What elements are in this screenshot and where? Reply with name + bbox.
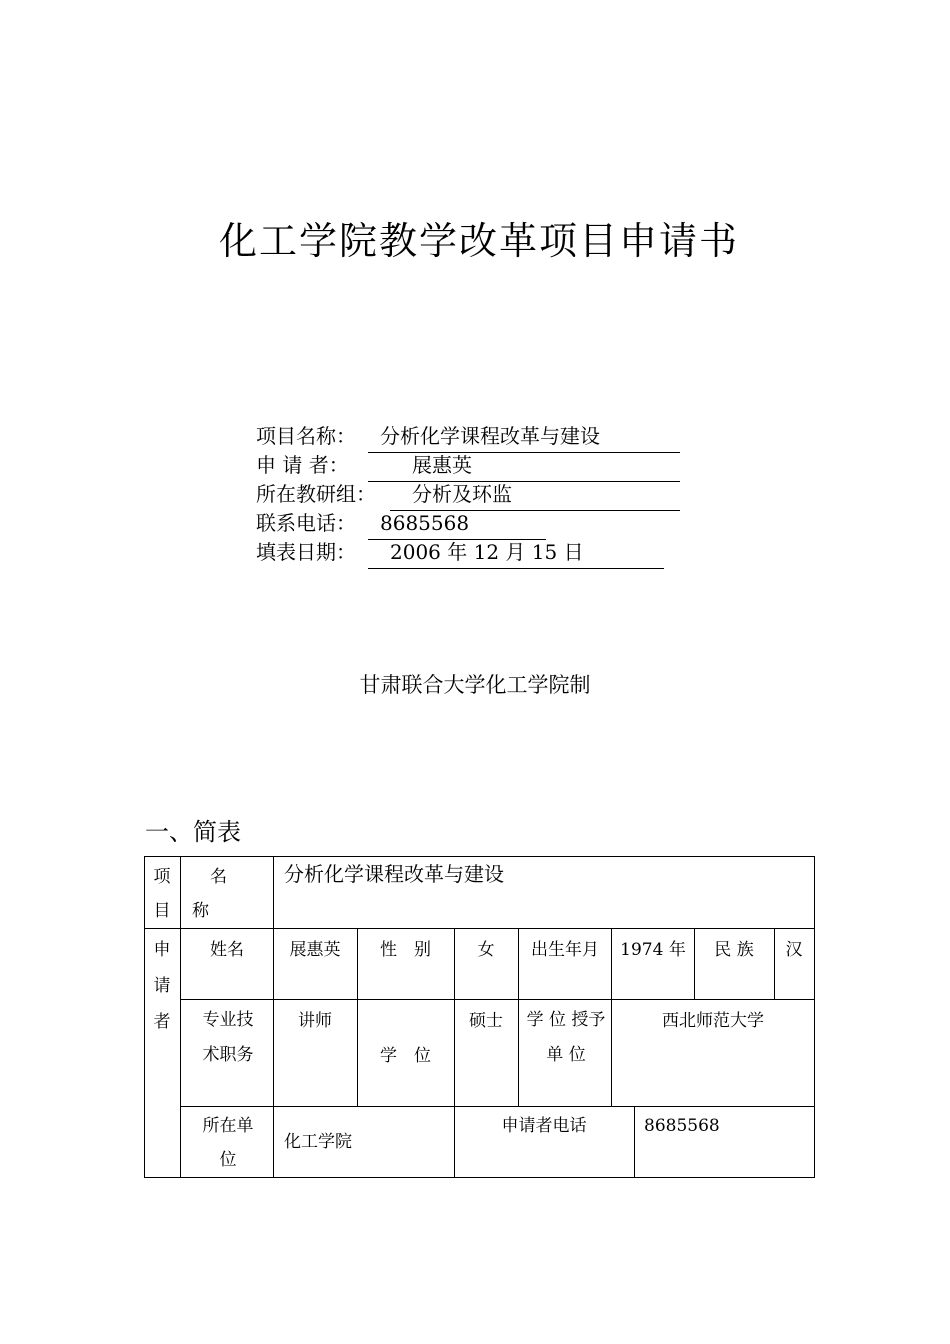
- birth-label-cell: 出生年月: [531, 940, 599, 960]
- project-label-cell-2-text: 名称: [192, 867, 227, 921]
- project-name-value: 分析化学课程改革与建设: [380, 424, 600, 448]
- issuer-line: 甘肃联合大学化工学院制: [359, 673, 591, 697]
- name-value-cell: 展惠英: [289, 940, 341, 960]
- table-rule: [774, 928, 775, 999]
- group-value: 分析及环监: [412, 482, 512, 506]
- table-border-left: [144, 856, 145, 1177]
- applicant-phone-label-cell: 申请者电话: [501, 1116, 587, 1136]
- table-rule: [357, 928, 358, 1106]
- degree-label-cell: 学 位: [380, 1046, 431, 1066]
- applicant-phone-value-cell: 8685568: [644, 1116, 720, 1136]
- section-heading: 一、简表: [145, 818, 241, 846]
- project-name-cell: 分析化学课程改革与建设: [284, 862, 504, 886]
- project-name-label: 项目名称：: [256, 424, 356, 448]
- applicant-value: 展惠英: [412, 453, 472, 477]
- phone-label: 联系电话：: [256, 511, 356, 535]
- document-title: 化工学院教学改革项目申请书: [218, 219, 739, 263]
- date-label: 填表日期：: [256, 540, 356, 564]
- table-rule: [144, 928, 815, 929]
- project-label-cell-2: [186, 860, 268, 928]
- table-border-bottom: [144, 1177, 815, 1178]
- gender-label-cell: 性 别: [380, 940, 431, 960]
- degree-unit-label-cell: 学 位 授予 单 位: [526, 1010, 611, 1065]
- table-rule: [454, 928, 455, 1177]
- title-label-cell: 专业技术职务: [202, 1010, 254, 1065]
- table-rule: [180, 856, 181, 1177]
- project-label-cell-1: 项目: [153, 867, 171, 921]
- table-border-right: [814, 856, 815, 1177]
- ethnicity-label-cell: 民 族: [714, 940, 754, 960]
- table-rule: [694, 928, 695, 999]
- table-rule: [180, 999, 815, 1000]
- applicant-group-cell: 申请者: [153, 940, 171, 1032]
- degree-unit-value-cell: 西北师范大学: [662, 1011, 764, 1031]
- degree-value-cell: 硕士: [469, 1011, 503, 1031]
- name-label-cell: 姓名: [210, 940, 244, 960]
- table-rule: [518, 928, 519, 1106]
- table-rule: [273, 856, 274, 1177]
- unit-label-cell: 所在单位: [202, 1116, 254, 1170]
- group-label: 所在教研组：: [256, 482, 376, 506]
- phone-value: 8685568: [380, 511, 470, 535]
- ethnicity-value-cell: 汉: [785, 940, 803, 960]
- table-rule: [180, 1106, 815, 1107]
- title-value-cell: 讲师: [298, 1011, 332, 1031]
- gender-value-cell: 女: [477, 940, 495, 960]
- table-rule: [611, 928, 612, 1106]
- date-value: 2006 年 12 月 15 日: [390, 540, 584, 564]
- unit-value-cell: 化工学院: [284, 1132, 352, 1152]
- applicant-label: 申 请 者：: [256, 453, 349, 477]
- table-rule: [634, 1106, 635, 1177]
- date-underline: [368, 568, 664, 569]
- birth-value-cell: 1974 年: [620, 940, 686, 960]
